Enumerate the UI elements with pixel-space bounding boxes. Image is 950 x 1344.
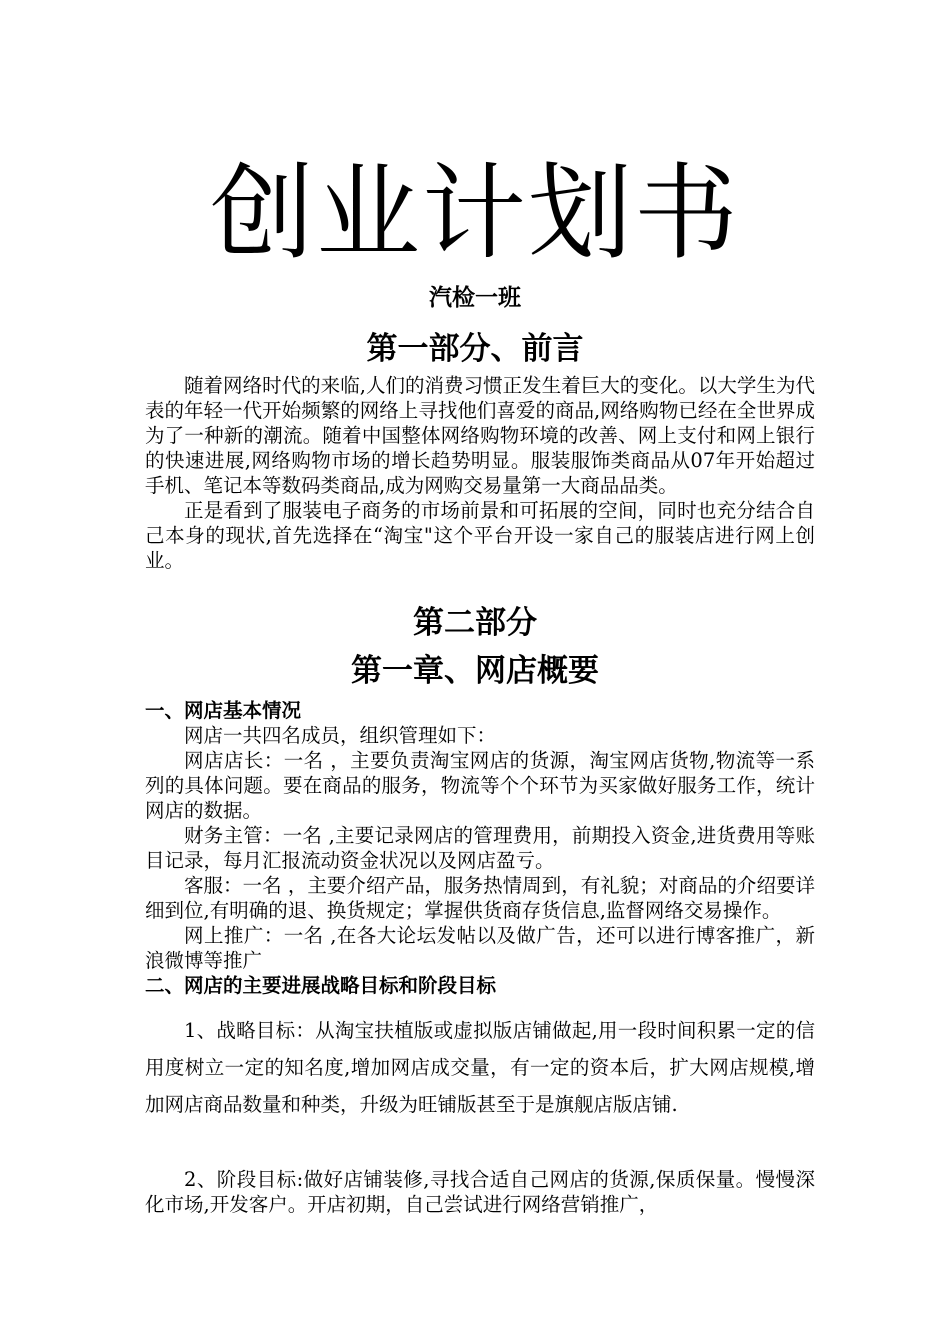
- section2-strategy: [145, 1012, 815, 1123]
- section2-paragraph: 1、战略目标：从淘宝扶植版或虚拟版店铺做起,用一段时间积累一定的信用度树立一定的知名度,增加网店成交量，有一定的资本后，扩大网店规模,增加网店商品数量和种类，升级为旺铺版甚至于是旗舰店版店铺.: [145, 1019, 815, 1116]
- section1-paragraph: 网店一共四名成员，组织管理如下：: [184, 724, 497, 747]
- document-subtitle: 汽检一班: [429, 284, 521, 311]
- document-title: 创业计划书: [209, 152, 740, 274]
- section2-stage: [145, 1167, 815, 1217]
- section2-heading: 二、网店的主要进展战略目标和阶段目标: [145, 974, 497, 997]
- section1-paragraph: 财务主管：一名 ,主要记录网店的管理费用，前期投入资金,进货费用等账目记录，每月汇报流动资金状况以及网店盈亏。: [145, 824, 815, 872]
- part1-heading: 第一部分、前言: [366, 331, 584, 367]
- part2-heading: 第二部分: [413, 605, 537, 641]
- part1-body: [145, 373, 815, 573]
- section1-paragraph: 网上推广：一名 ,在各大论坛发帖以及做广告，还可以进行博客推广，新浪微博等推广: [145, 924, 815, 972]
- section1-paragraph: 客服：一名 ，主要介绍产品，服务热情周到，有礼貌；对商品的介绍要详细到位,有明确的退、换货规定；掌握供货商存货信息,监督网络交易操作。: [145, 874, 815, 922]
- section1-heading: 一、网店基本情况: [145, 699, 302, 722]
- chapter1-heading: 第一章、网店概要: [351, 653, 599, 689]
- part1-paragraph: 随着网络时代的来临,人们的消费习惯正发生着巨大的变化。以大学生为代表的年轻一代开始频繁的网络上寻找他们喜爱的商品,网络购物已经在全世界成为了一种新的潮流。随着中国整体网络购物环境的改善、网上支付和网上银行的快速进展,网络购物市场的增长趋势明显。服装服饰类商品从07年开始超过手机、笔记本等数码类商品,成为网购交易量第一大商品品类。: [145, 374, 815, 497]
- part1-paragraph: 正是看到了服装电子商务的市场前景和可拓展的空间，同时也充分结合自己本身的现状,首先选择在“淘宝"这个平台开设一家自己的服装店进行网上创业。: [145, 499, 815, 572]
- section1-body: [145, 698, 815, 998]
- section2-paragraph: 2、阶段目标:做好店铺装修,寻找合适自己网店的货源,保质保量。慢慢深化市场,开发客户。开店初期，自己尝试进行网络营销推广，: [145, 1168, 815, 1216]
- section1-paragraph: 网店店长：一名 ，主要负责淘宝网店的货源，淘宝网店货物,物流等一系列的具体问题。要在商品的服务，物流等个个环节为买家做好服务工作，统计网店的数据。: [145, 749, 815, 822]
